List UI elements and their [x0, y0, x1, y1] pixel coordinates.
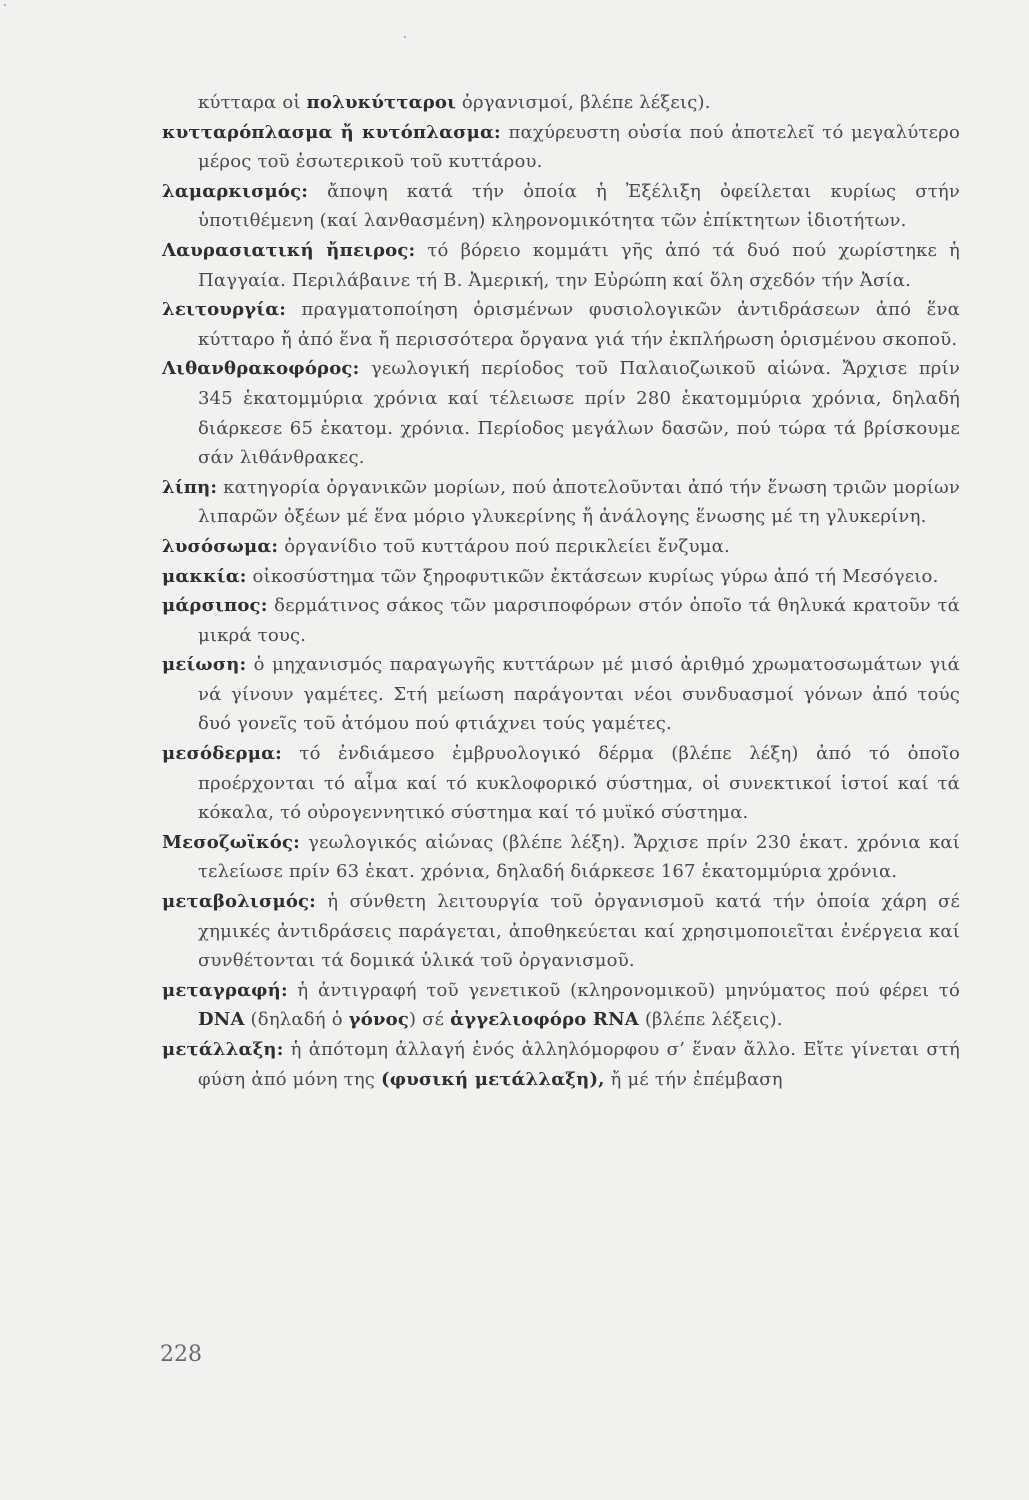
glossary-term: λειτουργία: — [162, 299, 287, 321]
glossary-entry — [162, 650, 960, 739]
glossary-term: κυτταρόπλασμα ἤ κυτόπλασμα: — [162, 121, 501, 143]
glossary-entry: κύτταρα οἱ πολυκύτταροι ὀργανισμοί, βλέπε λέξεις). — [198, 92, 711, 113]
glossary-definition: πραγματοποίηση ὁρισμένων φυσιολογικῶν ἀντιδράσεων ἀπό ἕνα κύτταρο ἤ ἀπό ἕνα ἤ περισσότερα ὄργανα γιά τήν ἐκπλήρωση ὁρισμένου σκοποῦ. — [198, 299, 960, 350]
glossary-definition: δερμάτινος σάκος τῶν μαρσιποφόρων στόν ὁποῖο τά θηλυκά κρατοῦν τά μικρά τους. — [198, 595, 960, 646]
glossary-entry — [162, 562, 960, 592]
scan-speck — [404, 36, 406, 38]
glossary-definition: γεωλογική περίοδος τοῦ Παλαιοζωικοῦ αἰώνα. Ἄρχισε πρίν 345 ἑκατομμύρια χρόνια καί τέλειωσε πρίν 280 ἑκατομμύρια χρόνια, δηλαδή διάρκεσε 65 ἑκατομ. χρόνια. Περίοδος μεγάλων δασῶν, πού τώρα τά βρίσκουμε σάν λιθάνθρακες. — [198, 358, 960, 469]
glossary-definition: ὀργανίδιο τοῦ κυττάρου πού περικλείει ἔνζυμα. — [278, 535, 730, 557]
glossary-entry: μεταγραφή: ἡ ἀντιγραφή τοῦ γενετικοῦ (κληρονομικοῦ) μηνύματος πού φέρει τό DNA (δηλαδή ὁ γόνος) σέ ἀγγελιοφόρο RNA (βλέπε λέξεις). — [162, 979, 960, 1031]
glossary-definition: ἄποψη κατά τήν ὁποία ἡ Ἐξέλιξη ὀφείλεται κυρίως στήν ὑποτιθέμενη (καί λανθασμένη) κληρονομικότητα τῶν ἐπίκτητων ἰδιοτήτων. — [198, 180, 960, 232]
glossary-entry — [162, 354, 960, 472]
glossary-term: μεσόδερμα: — [162, 743, 282, 765]
glossary-entry — [162, 295, 960, 354]
scan-speck — [4, 4, 6, 6]
glossary-definition: ἡ σύνθετη λειτουργία τοῦ ὀργανισμοῦ κατά τήν ὁποία χάρη σέ χημικές ἀντιδράσεις παράγεται, ἀποθηκεύεται καί χρησιμοποιεῖται ἐνέργεια καί συνθέτονται τά δομικά ὑλικά τοῦ ὀργανισμοῦ. — [198, 891, 960, 972]
glossary-entries — [162, 88, 960, 1094]
glossary-term: μεταβολισμός: — [162, 891, 317, 913]
glossary-entry — [162, 591, 960, 650]
glossary-entry — [162, 828, 960, 887]
glossary-definition: ὁ μηχανισμός παραγωγῆς κυττάρων μέ μισό ἀριθμό χρωματοσωμάτων γιά νά γίνουν γαμέτες. Στή μείωση παράγονται νέοι συνδυασμοί γόνων ἀπό τούς δυό γονεῖς τοῦ ἀτόμου πού φτιάχνει τούς γαμέτες. — [198, 654, 960, 735]
glossary-term: Λιθανθρακοφόρος: — [162, 358, 360, 380]
glossary-entry — [162, 177, 960, 236]
glossary-definition: τό βόρειο κομμάτι γῆς ἀπό τά δυό πού χωρίστηκε ἡ Παγγαία. Περιλάβαινε τή Β. Ἀμερική, την Εὐρώπη καί ὅλη σχεδόν τήν Ἀσία. — [198, 239, 960, 291]
glossary-definition: γεωλογικός αἰώνας (βλέπε λέξη). Ἄρχισε πρίν 230 ἑκατ. χρόνια καί τελείωσε πρίν 63 ἑκατ. χρόνια, δηλαδή διάρκεσε 167 ἑκατομμύρια χρόνια. — [198, 831, 960, 883]
glossary-entry — [162, 532, 960, 562]
glossary-entry — [162, 887, 960, 976]
glossary-term: λαμαρκισμός: — [162, 180, 309, 202]
glossary-term: λίπη: — [162, 476, 218, 498]
glossary-definition: κατηγορία ὀργανικῶν μορίων, πού ἀποτελοῦνται ἀπό τήν ἕνωση τριῶν μορίων λιπαρῶν ὀξέων μέ ἕνα μόριο γλυκερίνης ἤ ἀνάλογης ἕνωσης μέ τη γλυκερίνη. — [198, 476, 961, 528]
glossary-entry: μετάλλαξη: ἡ ἀπότομη ἀλλαγή ἑνός ἀλληλόμορφου σ’ ἕναν ἄλλο. Εἴτε γίνεται στή φύση ἀπό μόνη της (φυσική μετάλλαξη), ἤ μέ τήν ἐπέμβαση — [162, 1039, 960, 1090]
glossary-entry — [162, 739, 960, 828]
glossary-term: μακκία: — [162, 565, 247, 587]
glossary-entry — [162, 473, 960, 532]
glossary-term: μετάλλαξη: — [162, 1039, 284, 1060]
glossary-term: μεταγραφή: — [162, 979, 288, 1001]
glossary-definition: οἰκοσύστημα τῶν ξηροφυτικῶν ἐκτάσεων κυρίως γύρω ἀπό τή Μεσόγειο. — [246, 565, 939, 587]
glossary-term: μείωση: — [162, 654, 247, 676]
page-number: 228 — [160, 1342, 202, 1367]
glossary-definition: τό ἐνδιάμεσο ἐμβρυολογικό δέρμα (βλέπε λέξη) ἀπό τό ὁποῖο προέρχονται τό αἷμα καί τό κυκλοφορικό σύστημα, οἱ συνεκτικοί ἱστοί καί τά κόκαλα, τό οὐρογεννητικό σύστημα καί τό μυϊκό σύστημα. — [198, 743, 960, 824]
glossary-term: λυσόσωμα: — [162, 535, 279, 557]
glossary-entry — [162, 118, 960, 177]
glossary-term: μάρσιπος: — [162, 595, 268, 617]
glossary-entry — [162, 236, 960, 295]
glossary-term: Λαυρασιατική ἤπειρος: — [162, 239, 416, 261]
glossary-term: Μεσοζωϊκός: — [162, 831, 300, 853]
glossary-definition: παχύρευστη οὐσία πού ἀποτελεῖ τό μεγαλύτερο μέρος τοῦ ἐσωτερικοῦ τοῦ κυττάρου. — [198, 121, 961, 173]
